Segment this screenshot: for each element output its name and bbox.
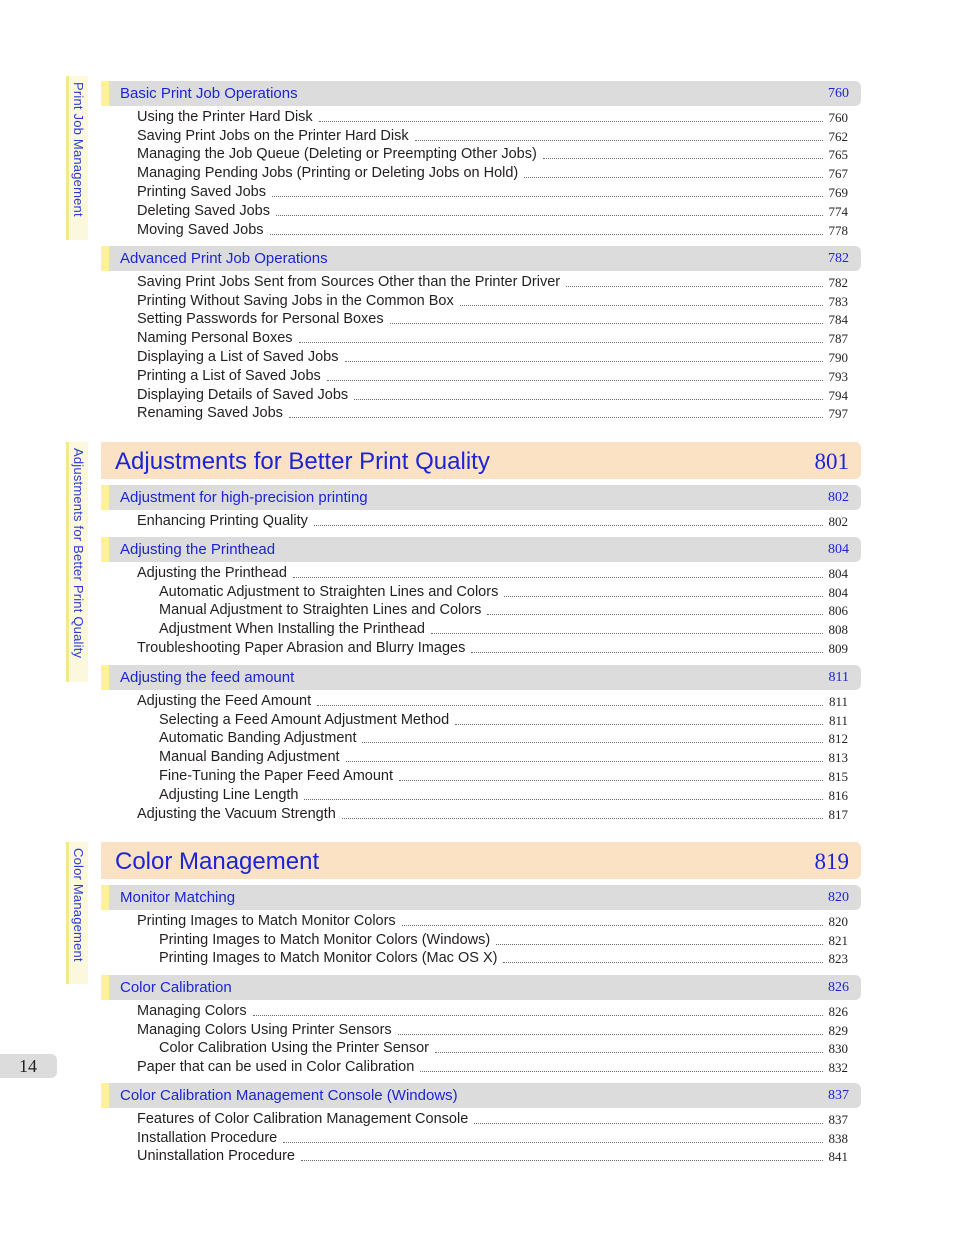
toc-entry[interactable] (137, 145, 848, 164)
toc-entry[interactable] (137, 291, 848, 310)
toc-entry-title: Color Calibration Using the Printer Sensor (159, 1040, 429, 1057)
dot-leader (504, 596, 822, 597)
toc-entry-page: 830 (828, 1041, 848, 1057)
dot-leader (566, 286, 822, 287)
toc-entry-title: Naming Personal Boxes (137, 330, 293, 347)
dot-leader (503, 962, 822, 963)
toc-entry-title: Displaying a List of Saved Jobs (137, 348, 339, 365)
toc-entry[interactable] (137, 691, 848, 710)
dot-leader (420, 1071, 822, 1072)
chapter-heading[interactable] (101, 842, 861, 879)
toc-entry-title: Managing the Job Queue (Deleting or Preempting Other Jobs) (137, 146, 537, 163)
dot-leader (272, 196, 823, 197)
dot-leader (299, 342, 823, 343)
toc-entry-title: Adjusting Line Length (159, 786, 299, 803)
dot-leader (345, 361, 823, 362)
toc-entry-page: 811 (828, 693, 848, 709)
toc-entry-title: Displaying Details of Saved Jobs (137, 386, 349, 403)
toc-entry-title: Managing Colors Using Printer Sensors (137, 1021, 392, 1038)
toc-entry[interactable] (137, 638, 848, 657)
entry-list (0, 272, 954, 422)
toc-entry[interactable] (137, 220, 848, 239)
dot-leader (317, 705, 823, 706)
section-title: Monitor Matching (120, 889, 236, 906)
dot-leader (399, 780, 822, 781)
chapter-page: 819 (814, 849, 849, 874)
toc-entry-page: 783 (828, 293, 848, 309)
toc-entry-title: Printing Images to Match Monitor Colors (Windows) (159, 931, 491, 948)
toc-entry-page: 841 (828, 1149, 848, 1165)
toc-entry-page: 790 (828, 349, 848, 365)
toc-entry-page: 794 (828, 387, 848, 403)
toc-entry-page: 797 (828, 406, 848, 422)
entry-list (0, 911, 954, 967)
toc-entry-page: 826 (828, 1003, 848, 1019)
toc-entry-title: Manual Banding Adjustment (159, 749, 340, 766)
dot-leader (431, 633, 823, 634)
toc-entry[interactable] (137, 385, 848, 404)
toc-entry-title: Printing Images to Match Monitor Colors (137, 912, 396, 929)
dot-leader (435, 1052, 823, 1053)
toc-entry[interactable] (159, 710, 848, 729)
toc-entry-page: 774 (828, 203, 848, 219)
toc-entry-page: 820 (828, 913, 848, 929)
entry-list (0, 1001, 954, 1076)
toc-entry-title: Adjustment When Installing the Printhead (159, 621, 425, 638)
toc-entry[interactable] (137, 1001, 848, 1020)
dot-leader (471, 652, 822, 653)
dot-leader (304, 799, 822, 800)
section-title: Basic Print Job Operations (120, 85, 298, 102)
toc-entry[interactable] (159, 619, 848, 638)
toc-entry-page: 817 (828, 806, 848, 822)
toc-entry-title: Using the Printer Hard Disk (137, 108, 313, 125)
toc-entry-page: 821 (828, 932, 848, 948)
toc-entry-page: 808 (828, 622, 848, 638)
section-heading[interactable] (101, 885, 861, 910)
section-heading[interactable] (101, 975, 861, 1000)
toc-entry-page: 837 (828, 1111, 848, 1127)
toc-entry[interactable] (137, 182, 848, 201)
toc-entry-title: Setting Passwords for Personal Boxes (137, 311, 384, 328)
toc-entry[interactable] (159, 949, 848, 968)
toc-entry-page: 813 (828, 750, 848, 766)
toc-entry-page: 760 (828, 109, 848, 125)
dot-leader (289, 417, 823, 418)
toc-entry-title: Adjusting the Vacuum Strength (137, 805, 336, 822)
toc-entry-title: Troubleshooting Paper Abrasion and Blurry Images (137, 639, 466, 656)
toc-entry-title: Uninstallation Procedure (137, 1148, 295, 1165)
chapter-page: 801 (814, 449, 849, 474)
toc-entry-title: Selecting a Feed Amount Adjustment Method (159, 711, 450, 728)
dot-leader (398, 1034, 823, 1035)
dot-leader (293, 577, 823, 578)
section-heading[interactable] (101, 485, 861, 510)
toc-entry-page: 804 (828, 584, 848, 600)
section-heading[interactable] (101, 665, 861, 690)
toc-entry[interactable] (137, 310, 848, 329)
dot-leader (455, 724, 823, 725)
toc-entry[interactable] (137, 1020, 848, 1039)
section-heading[interactable] (101, 246, 861, 271)
toc-entry[interactable] (137, 328, 848, 347)
toc-entry[interactable] (159, 1039, 848, 1058)
toc-entry-page: 762 (828, 128, 848, 144)
chapter-title: Color Management (115, 848, 320, 875)
dot-leader (314, 525, 823, 526)
toc-entry-page: 829 (828, 1022, 848, 1038)
toc-entry[interactable] (137, 563, 848, 582)
toc-entry-title: Printing Images to Match Monitor Colors (Mac OS X) (159, 950, 498, 967)
toc-entry[interactable] (137, 107, 848, 126)
dot-leader (283, 1142, 822, 1143)
toc-entry[interactable] (159, 766, 848, 785)
dot-leader (301, 1160, 823, 1161)
dot-leader (270, 234, 823, 235)
section-title: Color Calibration Management Console (Windows) (120, 1087, 458, 1104)
section-page: 782 (828, 251, 849, 266)
toc-entry-title: Features of Color Calibration Management Console (137, 1110, 469, 1127)
section-title: Adjusting the feed amount (120, 669, 295, 686)
toc-entry-title: Adjusting the Feed Amount (137, 692, 312, 709)
section-page: 820 (828, 890, 849, 905)
section-page: 811 (828, 670, 849, 685)
toc-entry-title: Enhancing Printing Quality (137, 512, 308, 529)
section-title: Advanced Print Job Operations (120, 250, 328, 267)
entry-list (0, 511, 954, 530)
toc-entry-title: Managing Pending Jobs (Printing or Deleting Jobs on Hold) (137, 165, 519, 182)
dot-leader (253, 1015, 823, 1016)
dot-leader (524, 177, 822, 178)
toc-entry-page: 804 (828, 565, 848, 581)
section-page: 802 (828, 490, 849, 505)
toc-entry[interactable] (137, 804, 848, 823)
dot-leader (342, 818, 823, 819)
section-heading[interactable] (101, 81, 861, 106)
toc-entry-page: 823 (828, 951, 848, 967)
dot-leader (346, 761, 823, 762)
toc-entry[interactable] (137, 366, 848, 385)
dot-leader (402, 925, 823, 926)
section-page: 760 (828, 86, 849, 101)
toc-entry[interactable] (137, 1128, 848, 1147)
dot-leader (327, 380, 823, 381)
toc-entry-page: 784 (828, 312, 848, 328)
toc-entry-title: Saving Print Jobs Sent from Sources Other than the Printer Driver (137, 273, 561, 290)
section-page: 804 (828, 542, 849, 557)
toc-entry-title: Manual Adjustment to Straighten Lines and Colors (159, 602, 482, 619)
dot-leader (543, 158, 823, 159)
toc-entry-page: 809 (828, 640, 848, 656)
toc-entry-title: Fine-Tuning the Paper Feed Amount (159, 767, 394, 784)
entry-list (0, 1109, 954, 1165)
toc-entry[interactable] (159, 747, 848, 766)
toc-entry-page: 787 (828, 331, 848, 347)
toc-entry-page: 832 (828, 1060, 848, 1076)
toc-entry-title: Printing Saved Jobs (137, 183, 266, 200)
toc-entry-title: Deleting Saved Jobs (137, 202, 270, 219)
toc-entry[interactable] (137, 1109, 848, 1128)
dot-leader (319, 121, 823, 122)
section-title: Color Calibration (120, 979, 232, 996)
toc-entry-title: Saving Print Jobs on the Printer Hard Disk (137, 127, 409, 144)
toc-entry-page: 816 (828, 787, 848, 803)
toc-entry[interactable] (137, 347, 848, 366)
toc-entry[interactable] (137, 126, 848, 145)
dot-leader (487, 614, 822, 615)
side-tab-label: Print Job Management (71, 82, 86, 217)
dot-leader (415, 140, 823, 141)
toc-entry[interactable] (159, 729, 848, 748)
entry-list (0, 563, 954, 657)
toc-entry[interactable] (137, 511, 848, 530)
side-tab-label: Adjustments for Better Print Quality (71, 448, 86, 659)
section-heading[interactable] (101, 537, 861, 562)
toc-entry-page: 802 (828, 513, 848, 529)
toc-entry[interactable] (137, 272, 848, 291)
toc-entry-page: 767 (828, 166, 848, 182)
toc-entry-page: 815 (828, 768, 848, 784)
page-number-badge (0, 1054, 57, 1078)
toc-entry[interactable] (159, 582, 848, 601)
toc-entry-title: Moving Saved Jobs (137, 221, 264, 238)
dot-leader (496, 944, 822, 945)
toc-entry-page: 806 (828, 603, 848, 619)
toc-entry[interactable] (137, 201, 848, 220)
toc-entry-page: 778 (828, 222, 848, 238)
entry-list (0, 691, 954, 823)
toc-entry[interactable] (159, 785, 848, 804)
toc-entry-page: 782 (828, 274, 848, 290)
section-page: 826 (828, 980, 849, 995)
toc-entry[interactable] (159, 930, 848, 949)
page-number: 14 (19, 1056, 37, 1076)
chapter-heading[interactable] (101, 442, 861, 479)
toc-entry[interactable] (137, 911, 848, 930)
dot-leader (354, 399, 822, 400)
toc-entry-title: Adjusting the Printhead (137, 564, 287, 581)
toc-entry-page: 765 (828, 147, 848, 163)
toc-entry[interactable] (137, 1057, 848, 1076)
toc-entry-title: Renaming Saved Jobs (137, 405, 283, 422)
section-page: 837 (828, 1088, 849, 1103)
toc-entry-page: 838 (828, 1130, 848, 1146)
dot-leader (276, 215, 823, 216)
toc-entry[interactable] (137, 404, 848, 423)
section-title: Adjustment for high-precision printing (120, 489, 368, 506)
toc-entry[interactable] (137, 1147, 848, 1166)
toc-entry-title: Automatic Adjustment to Straighten Lines and Colors (159, 583, 499, 600)
dot-leader (390, 323, 823, 324)
toc-entry-title: Managing Colors (137, 1002, 247, 1019)
toc-entry-title: Printing a List of Saved Jobs (137, 367, 321, 384)
toc-entry-page: 812 (828, 731, 848, 747)
toc-entry-title: Paper that can be used in Color Calibration (137, 1059, 415, 1076)
chapter-title: Adjustments for Better Print Quality (115, 448, 490, 475)
toc-entry[interactable] (137, 163, 848, 182)
side-tab-label: Color Management (71, 848, 86, 962)
entry-list (0, 107, 954, 239)
section-heading[interactable] (101, 1083, 861, 1108)
toc-entry-title: Automatic Banding Adjustment (159, 730, 357, 747)
toc-entry-page: 811 (828, 712, 848, 728)
toc-entry-title: Installation Procedure (137, 1129, 278, 1146)
toc-entry-title: Printing Without Saving Jobs in the Common Box (137, 292, 454, 309)
section-title: Adjusting the Printhead (120, 541, 276, 558)
toc-entry-page: 769 (828, 184, 848, 200)
toc-entry[interactable] (159, 601, 848, 620)
dot-leader (460, 305, 823, 306)
dot-leader (362, 742, 822, 743)
dot-leader (474, 1123, 822, 1124)
toc-entry-page: 793 (828, 368, 848, 384)
